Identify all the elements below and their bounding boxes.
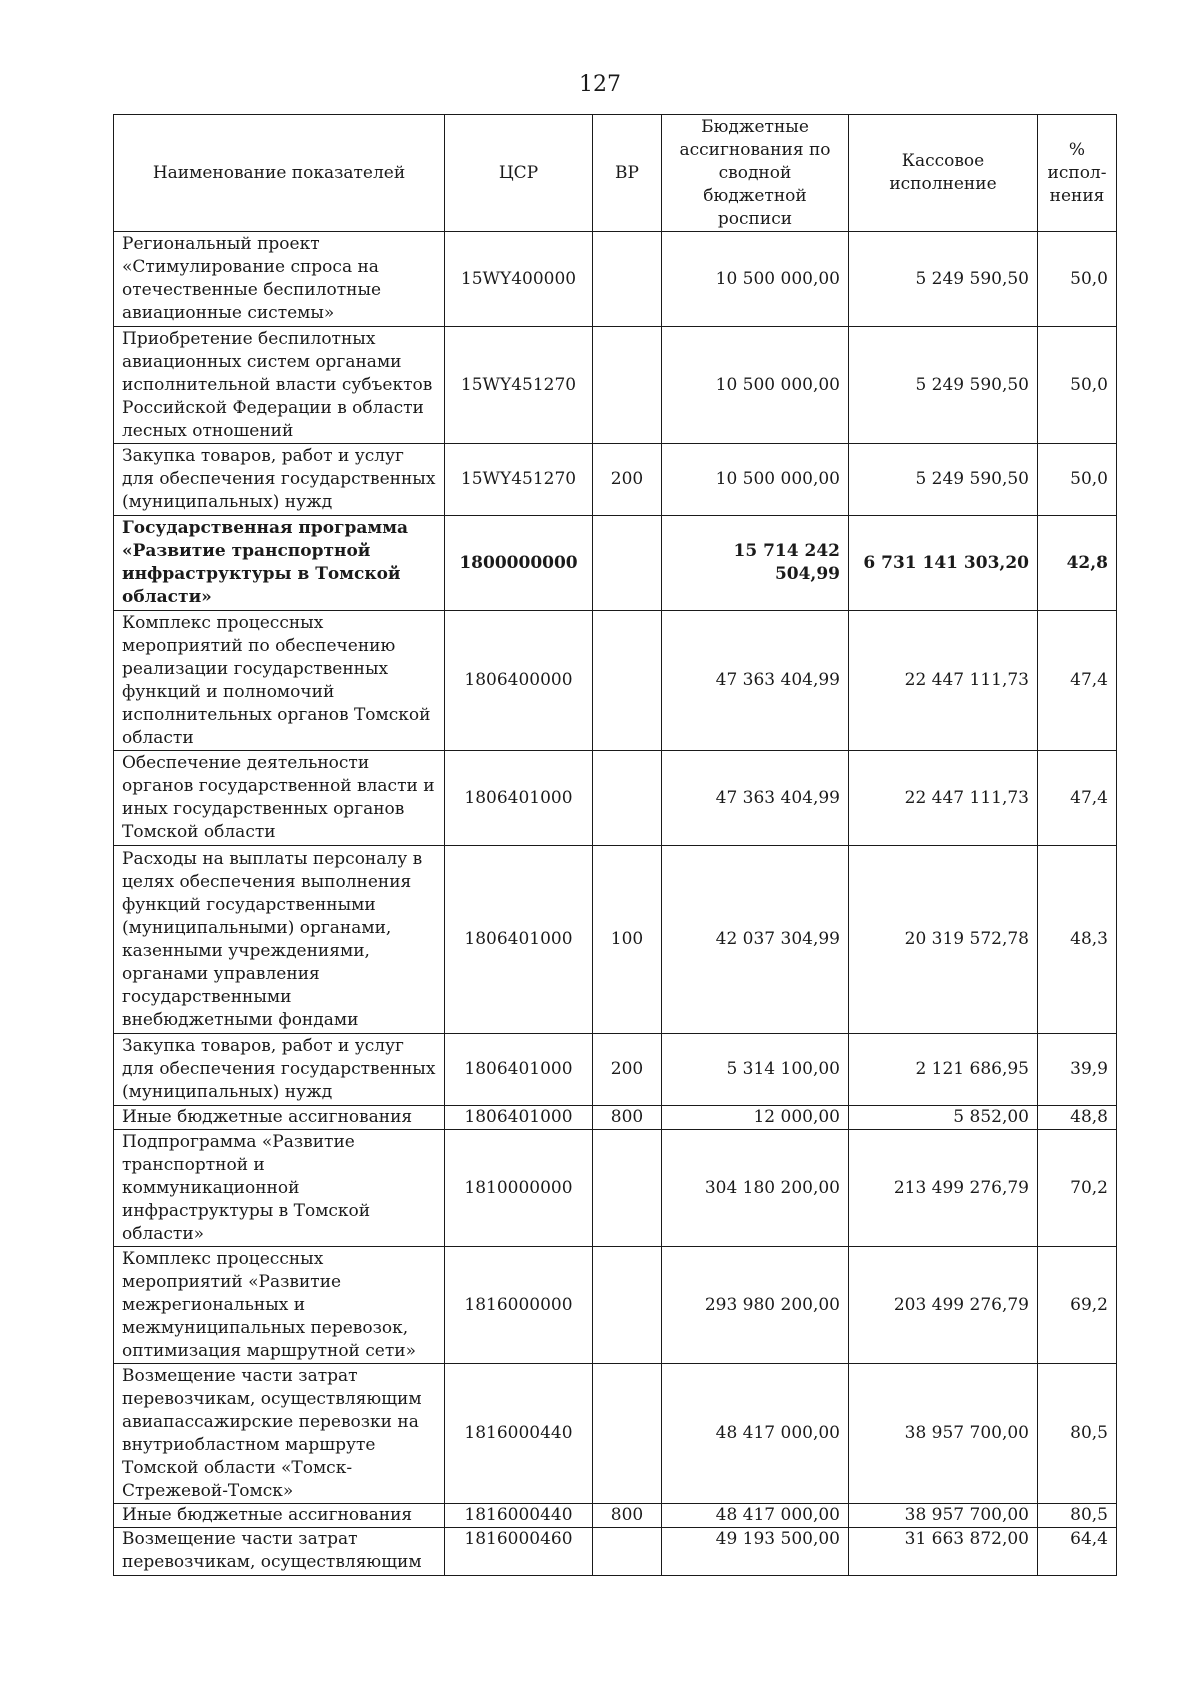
row-cash: 213 499 276,79 (849, 1130, 1038, 1247)
header-csr: ЦСР (445, 115, 593, 232)
row-budget: 47 363 404,99 (662, 751, 849, 846)
row-vr: 800 (593, 1106, 662, 1130)
table-row (114, 444, 1117, 516)
row-budget: 10 500 000,00 (662, 327, 849, 444)
header-percent: % испол-нения (1038, 115, 1117, 232)
row-name: Возмещение части затрат перевозчикам, осуществляющим (114, 1528, 445, 1576)
row-budget: 293 980 200,00 (662, 1247, 849, 1364)
table-row (114, 232, 1117, 327)
row-percent: 69,2 (1038, 1247, 1117, 1364)
table-row (114, 1130, 1117, 1247)
row-vr: 200 (593, 444, 662, 516)
row-name: Приобретение беспилотных авиационных систем органами исполнительной власти субъектов Российской Федерации в области лесных отношений (114, 327, 445, 444)
row-csr: 1806401000 (445, 1106, 593, 1130)
row-name: Расходы на выплаты персоналу в целях обеспечения выполнения функций государственными (муниципальными) органами, казенными учреждениями, органами управления государственными внебюджетными фондами (114, 846, 445, 1034)
row-csr: 1816000000 (445, 1247, 593, 1364)
header-budget: Бюджетные ассигнования по сводной бюджетной росписи (662, 115, 849, 232)
row-percent: 42,8 (1038, 516, 1117, 611)
header-cash: Кассовое исполнение (849, 115, 1038, 232)
table-row (114, 611, 1117, 751)
row-budget: 5 314 100,00 (662, 1034, 849, 1106)
row-vr (593, 516, 662, 611)
table-row (114, 1528, 1117, 1576)
page-number: 127 (579, 72, 621, 97)
row-percent: 47,4 (1038, 751, 1117, 846)
row-budget: 48 417 000,00 (662, 1364, 849, 1504)
row-percent: 64,4 (1038, 1528, 1117, 1576)
row-cash: 22 447 111,73 (849, 751, 1038, 846)
row-cash: 22 447 111,73 (849, 611, 1038, 751)
row-name: Государственная программа «Развитие транспортной инфраструктуры в Томской области» (114, 516, 445, 611)
row-name: Закупка товаров, работ и услуг для обеспечения государственных (муниципальных) нужд (114, 1034, 445, 1106)
row-cash: 2 121 686,95 (849, 1034, 1038, 1106)
row-vr (593, 1247, 662, 1364)
row-budget: 12 000,00 (662, 1106, 849, 1130)
row-cash: 5 249 590,50 (849, 232, 1038, 327)
row-cash: 5 249 590,50 (849, 444, 1038, 516)
row-percent: 50,0 (1038, 444, 1117, 516)
row-cash: 20 319 572,78 (849, 846, 1038, 1034)
row-csr: 1806401000 (445, 846, 593, 1034)
header-vr: ВР (593, 115, 662, 232)
row-percent: 80,5 (1038, 1364, 1117, 1504)
budget-execution-table (113, 114, 1117, 1576)
row-cash: 38 957 700,00 (849, 1364, 1038, 1504)
table-header-row (114, 115, 1117, 232)
row-name: Региональный проект «Стимулирование спроса на отечественные беспилотные авиационные системы» (114, 232, 445, 327)
table-row (114, 1364, 1117, 1504)
row-percent: 50,0 (1038, 327, 1117, 444)
row-vr (593, 1364, 662, 1504)
row-percent: 39,9 (1038, 1034, 1117, 1106)
row-csr: 1806400000 (445, 611, 593, 751)
row-percent: 48,8 (1038, 1106, 1117, 1130)
row-csr: 15WY451270 (445, 444, 593, 516)
table-row (114, 516, 1117, 611)
row-vr (593, 1130, 662, 1247)
row-budget: 47 363 404,99 (662, 611, 849, 751)
row-percent: 48,3 (1038, 846, 1117, 1034)
table-row (114, 1504, 1117, 1528)
row-csr: 15WY451270 (445, 327, 593, 444)
row-percent: 80,5 (1038, 1504, 1117, 1528)
row-vr (593, 1528, 662, 1576)
row-csr: 1816000440 (445, 1504, 593, 1528)
row-csr: 1816000440 (445, 1364, 593, 1504)
row-budget: 10 500 000,00 (662, 232, 849, 327)
row-name: Подпрограмма «Развитие транспортной и коммуникационной инфраструктуры в Томской области» (114, 1130, 445, 1247)
row-name: Обеспечение деятельности органов государственной власти и иных государственных органов Томской области (114, 751, 445, 846)
row-cash: 6 731 141 303,20 (849, 516, 1038, 611)
table-row (114, 1106, 1117, 1130)
row-vr (593, 611, 662, 751)
row-percent: 47,4 (1038, 611, 1117, 751)
table-row (114, 1247, 1117, 1364)
row-vr: 100 (593, 846, 662, 1034)
table-row (114, 751, 1117, 846)
row-budget: 49 193 500,00 (662, 1528, 849, 1576)
row-budget: 42 037 304,99 (662, 846, 849, 1034)
row-name: Комплекс процессных мероприятий по обеспечению реализации государственных функций и полномочий исполнительных органов Томской области (114, 611, 445, 751)
row-vr: 200 (593, 1034, 662, 1106)
row-cash: 38 957 700,00 (849, 1504, 1038, 1528)
row-name: Комплекс процессных мероприятий «Развитие межрегиональных и межмуниципальных перевозок, оптимизация маршрутной сети» (114, 1247, 445, 1364)
table-row (114, 1034, 1117, 1106)
row-csr: 1816000460 (445, 1528, 593, 1576)
row-csr: 1800000000 (445, 516, 593, 611)
row-csr: 15WY400000 (445, 232, 593, 327)
table-row (114, 846, 1117, 1034)
row-csr: 1806401000 (445, 1034, 593, 1106)
row-name: Иные бюджетные ассигнования (114, 1504, 445, 1528)
row-cash: 31 663 872,00 (849, 1528, 1038, 1576)
row-name: Закупка товаров, работ и услуг для обеспечения государственных (муниципальных) нужд (114, 444, 445, 516)
row-budget: 48 417 000,00 (662, 1504, 849, 1528)
row-vr (593, 751, 662, 846)
table-row (114, 327, 1117, 444)
row-vr (593, 232, 662, 327)
row-csr: 1810000000 (445, 1130, 593, 1247)
row-budget: 10 500 000,00 (662, 444, 849, 516)
row-csr: 1806401000 (445, 751, 593, 846)
row-name: Возмещение части затрат перевозчикам, осуществляющим авиапассажирские перевозки на внутриобластном маршруте Томской области «Томск-Стрежевой-Томск» (114, 1364, 445, 1504)
row-cash: 203 499 276,79 (849, 1247, 1038, 1364)
row-budget: 304 180 200,00 (662, 1130, 849, 1247)
row-vr: 800 (593, 1504, 662, 1528)
row-cash: 5 852,00 (849, 1106, 1038, 1130)
row-percent: 50,0 (1038, 232, 1117, 327)
row-name: Иные бюджетные ассигнования (114, 1106, 445, 1130)
row-percent: 70,2 (1038, 1130, 1117, 1247)
row-budget: 15 714 242 504,99 (662, 516, 849, 611)
row-vr (593, 327, 662, 444)
row-cash: 5 249 590,50 (849, 327, 1038, 444)
header-name: Наименование показателей (114, 115, 445, 232)
